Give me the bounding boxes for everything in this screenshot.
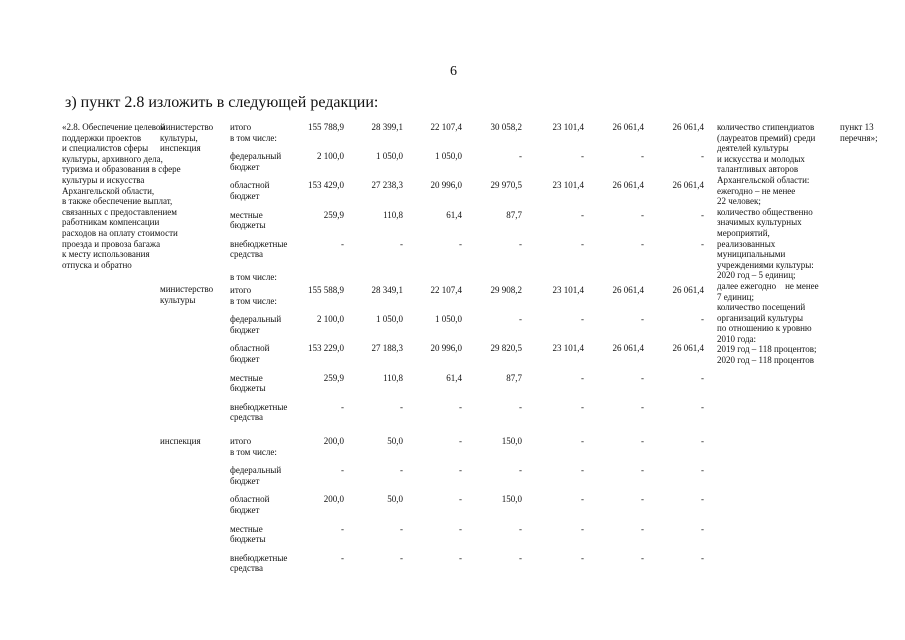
funding-source: областной бюджет [230,180,270,201]
funding-value: 27 238,3 [371,180,403,191]
funding-value: 23 101,4 [552,343,584,354]
funding-value: 1 050,0 [435,314,462,325]
funding-value: - [341,238,344,249]
funding-value: 150,0 [501,494,522,505]
funding-value: - [581,436,584,446]
funding-value: 22 107,4 [430,122,462,132]
funding-value: - [641,209,644,220]
funding-value: - [400,238,403,249]
funding-value: 259,9 [323,209,344,220]
funding-value: - [641,436,644,446]
funding-value: - [641,372,644,383]
funding-value: 28 399,1 [371,122,403,132]
funding-value: - [581,151,584,162]
funding-value: 1 050,0 [435,151,462,162]
funding-value: - [701,372,704,383]
funding-value: 87,7 [506,372,522,383]
funding-value: - [341,523,344,534]
funding-value: - [641,314,644,325]
funding-value: 23 101,4 [552,122,584,132]
funding-value: 26 061,4 [612,180,644,191]
funding-source: местные бюджеты [230,523,266,545]
funding-value: - [459,436,462,446]
funding-source: итого в том числе: [230,122,277,143]
funding-value: 26 061,4 [612,285,644,295]
funding-value: - [459,401,462,412]
funding-value: 2 100,0 [317,314,344,325]
funding-source: итого в том числе: [230,436,277,457]
funding-value: 23 101,4 [552,285,584,295]
measure-description: «2.8. Обеспечение целевой поддержки проектов и специалистов сферы культуры, архивного дела, туризма и образования в сфере культуры и искусства Архангельской области, в также обеспечение выплат, связанных с предоставлением работникам компенсации расходов на оплату стоимости проезда и провоза багажа к месту использования отпуска и обратно [62,122,181,270]
funding-value: 1 050,0 [376,314,403,325]
funding-value: - [701,523,704,534]
funding-value: 110,8 [383,209,403,220]
funding-value: - [459,238,462,249]
funding-value: 50,0 [387,494,403,505]
funding-value: - [641,401,644,412]
funding-value: 110,8 [383,372,403,383]
funding-value: - [519,401,522,412]
executor-1: министерство культуры, инспекция [160,122,214,154]
funding-value: 26 061,4 [672,343,704,354]
page-number: 6 [450,64,457,79]
funding-value: 26 061,4 [672,285,704,295]
funding-value: 29 970,5 [490,180,522,191]
funding-value: 26 061,4 [672,122,704,132]
funding-value: 153 229,0 [308,343,344,354]
funding-value: 30 058,2 [490,122,522,132]
funding-value: 259,9 [323,372,344,383]
funding-value: 20 996,0 [430,180,462,191]
funding-value: - [459,523,462,534]
funding-value: - [581,465,584,476]
funding-value: 26 061,4 [672,180,704,191]
funding-value: - [641,151,644,162]
funding-value: - [581,238,584,249]
funding-value: - [581,552,584,563]
funding-value: - [459,465,462,476]
funding-value: - [459,494,462,505]
funding-value: - [519,523,522,534]
funding-value: - [701,552,704,563]
funding-value: - [519,314,522,325]
funding-value: - [519,151,522,162]
funding-source: областной бюджет [230,494,270,515]
funding-source: местные бюджеты [230,372,266,394]
executor-3: инспекция [160,436,201,446]
funding-value: - [641,494,644,505]
funding-value: - [581,372,584,383]
funding-value: - [400,465,403,476]
funding-value: 61,4 [446,209,462,220]
funding-source: местные бюджеты [230,209,266,231]
funding-value: 20 996,0 [430,343,462,354]
funding-value: - [701,151,704,162]
funding-source: федеральный бюджет [230,465,282,486]
reference-note: пункт 13 перечня»; [840,122,878,143]
funding-value: 155 788,9 [308,122,344,132]
funding-value: 29 908,2 [490,285,522,295]
funding-value: 200,0 [323,436,344,446]
funding-value: 26 061,4 [612,343,644,354]
funding-value: 155 588,9 [308,285,344,295]
funding-value: - [459,552,462,563]
funding-source: итого в том числе: [230,285,277,306]
funding-value: 50,0 [387,436,403,446]
funding-value: - [341,552,344,563]
funding-value: - [701,494,704,505]
funding-value: - [581,314,584,325]
funding-value: - [581,209,584,220]
funding-value: 22 107,4 [430,285,462,295]
funding-value: - [400,523,403,534]
funding-value: - [519,238,522,249]
funding-value: - [641,238,644,249]
funding-value: - [701,401,704,412]
funding-value: - [701,436,704,446]
funding-value: 23 101,4 [552,180,584,191]
funding-value: 28 349,1 [371,285,403,295]
funding-value: - [641,552,644,563]
funding-source: федеральный бюджет [230,314,282,335]
funding-value: - [701,238,704,249]
executor-2: министерство культуры [160,284,214,305]
funding-value: 61,4 [446,372,462,383]
funding-value: 26 061,4 [612,122,644,132]
funding-value: - [519,465,522,476]
funding-subheader: в том числе: [230,272,277,282]
funding-value: - [341,465,344,476]
funding-value: 200,0 [323,494,344,505]
funding-value: 27 188,3 [371,343,403,354]
funding-source: федеральный бюджет [230,151,282,172]
funding-value: - [581,401,584,412]
funding-value: - [400,552,403,563]
funding-value: 153 429,0 [308,180,344,191]
funding-value: - [641,465,644,476]
funding-value: 1 050,0 [376,151,403,162]
funding-value: - [701,314,704,325]
funding-source: областной бюджет [230,343,270,364]
funding-value: - [581,494,584,505]
funding-source: внебюджетные средства [230,238,288,260]
funding-value: - [519,552,522,563]
funding-value: - [581,523,584,534]
funding-value: - [641,523,644,534]
target-indicators: количество стипендиатов (лауреатов премий) среди деятелей культуры и искусства и молодых талантливых авторов Архангельской области: ежегодно – не менее 22 человек; количество общественно значимых культурных мероприятий, реализованных муниципальными учреждениями культуры: 2020 год – 5 единиц; далее ежегодно не менее 7 единиц; количество посещений организаций культуры по отношению к уровню 2010 года: 2019 год – 118 процентов; 2020 год – 118 процентов [717,122,819,366]
funding-value: - [400,401,403,412]
amendment-heading: з) пункт 2.8 изложить в следующей редакции: [65,94,379,111]
funding-value: - [341,401,344,412]
funding-value: - [701,209,704,220]
funding-value: 29 820,5 [490,343,522,354]
funding-source: внебюджетные средства [230,552,288,574]
funding-value: 150,0 [501,436,522,446]
funding-value: - [701,465,704,476]
funding-source: внебюджетные средства [230,401,288,423]
funding-value: 2 100,0 [317,151,344,162]
funding-value: 87,7 [506,209,522,220]
